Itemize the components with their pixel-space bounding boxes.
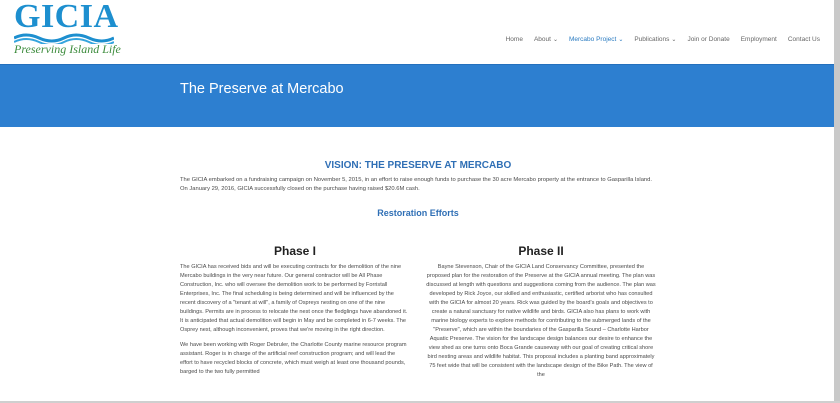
logo-wordmark: GICIA	[14, 0, 119, 35]
nav-publications[interactable]	[634, 36, 676, 43]
nav-label: Contact Us	[787, 36, 820, 43]
chevron-down-icon: ⌄	[671, 37, 677, 43]
phase1-paragraph: We have been working with Roger Debruler, the Charlotte County marine resource program assistant. Roger is in charge of the artificial reef construction program; and will lead the effort to have recycled blocks of concrete, which must weigh at least one thousand pounds, barged to the two fully permitted	[180, 342, 407, 375]
chevron-down-icon: ⌄	[618, 37, 624, 43]
nav-label: Publications	[634, 36, 670, 43]
logo-tagline: Preserving Island Life	[14, 42, 121, 56]
nav-contact-us[interactable]	[788, 36, 820, 43]
page-title: The Preserve at Mercabo	[180, 81, 344, 97]
nav-label: Employment	[740, 36, 777, 43]
restoration-heading: Restoration Efforts	[377, 208, 459, 218]
chevron-down-icon: ⌄	[552, 37, 558, 43]
nav-about[interactable]	[534, 36, 558, 43]
main-nav	[495, 36, 820, 43]
phase1-paragraph: The GICIA has received bids and will be executing contracts for the demolition of the nine Mercabo buildings in the very near future. Our general contractor will be All Phase Construction, Inc. who will oversee the demolition work to be performed by Forristall Enterprises, Inc. The final scheduling is being determined and will be influenced by the recent discovery of a "tenant at will", a family of Ospreys nesting on one of the nine buildings. Permits are in process to relocate the nest once the fledglings have abandoned it. It is anticipated that actual demolition will begin in May and be completed in 6-7 weeks. The Osprey nest, although inconvenient, proves that we're moving in the right direction.	[180, 264, 408, 333]
window-scrollbar[interactable]	[834, 0, 840, 403]
nav-label: Home	[505, 36, 523, 43]
nav-label: About	[533, 36, 551, 43]
nav-mercabo-project[interactable]	[569, 36, 623, 43]
nav-employment[interactable]	[741, 36, 777, 43]
phase2-heading: Phase II	[518, 244, 564, 258]
phase1-heading: Phase I	[273, 244, 317, 258]
page-banner	[0, 64, 834, 127]
vision-heading: VISION: THE PRESERVE AT MERCABO	[324, 160, 512, 171]
phase2-body: Bayne Stevenson, Chair of the GICIA Land Conservancy Committee, presented the proposed plan for the restoration of the Preserve at the GICIA annual meeting. The plan was discussed at length with questions and suggestions coming from the audience. The plan was developed by Rick Joyce, our skilled and enthusiastic, certified arborist who has consulted with the GICIA for almost 20 years. Rick was guided by the board's goals and objectives to create a natural sanctuary for native wildlife and birds. GICIA also has plans to work with marine biology experts to explore methods for contributing to the submerged lands of the "Preserve", which are within the boundaries of the Gasparilla Sound – Charlotte Harbor Aquatic Preserve. The vision for the landscape design balances our desire to enhance the view shed as one turns onto Boca Grande causeway with our goal of creating critical shore bird nesting areas and wildlife habitat. This proposal includes a planting band approximately 75 feet wide that will be consistent with the landscape design of the Bike Path. The view of the	[426, 264, 656, 378]
nav-label: Join or Donate	[687, 36, 730, 43]
phase1-body	[180, 263, 408, 383]
vision-paragraph: The GICIA embarked on a fundraising campaign on November 5, 2015, in an effort to raise enough funds to purchase the 30 acre Mercabo property at the entrance to Gasparilla Island. On January 29, 2016, GICIA successfully closed on the purchase having raised $20.6M cash.	[180, 177, 652, 192]
nav-home[interactable]	[506, 36, 523, 43]
site-logo[interactable]	[14, 0, 121, 58]
site-header	[0, 0, 834, 64]
nav-join-or-donate[interactable]	[687, 36, 729, 43]
nav-label: Mercabo Project	[568, 36, 617, 43]
